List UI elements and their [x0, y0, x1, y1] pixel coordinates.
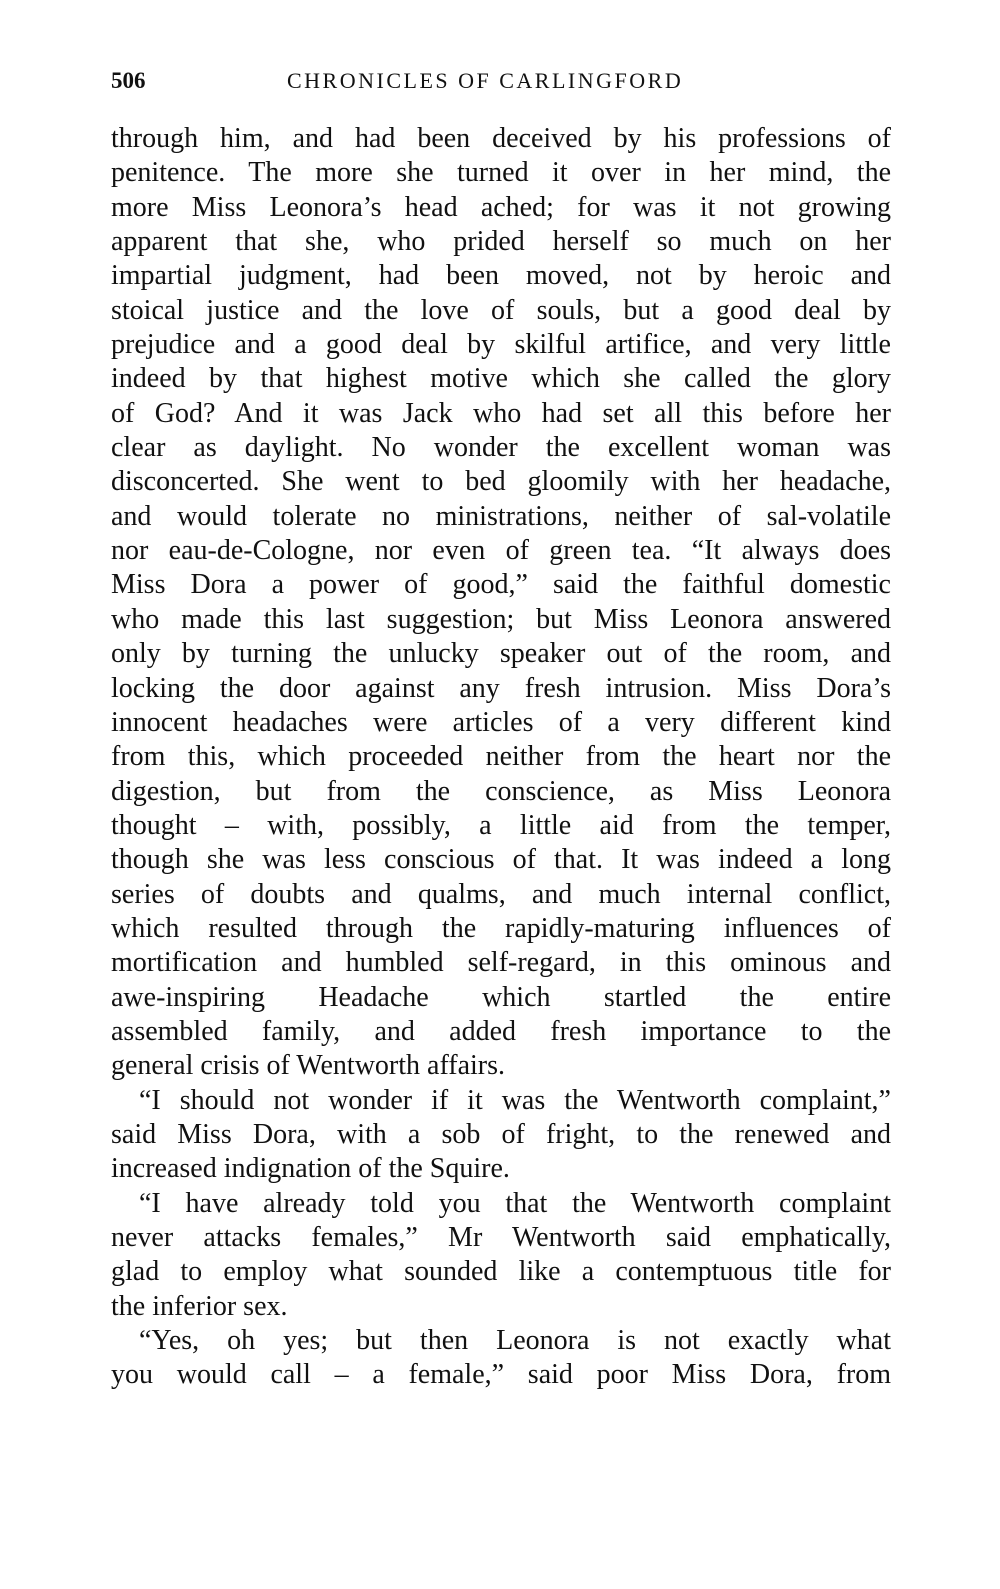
text-line: which resulted through the rapidly-maturing influences of [111, 912, 891, 944]
running-title: CHRONICLES OF CARLINGFORD [287, 68, 684, 93]
text-line: only by turning the unlucky speaker out of the room, and [111, 638, 891, 670]
text-line: said Miss Dora, with a sob of fright, to the renewed and [111, 1118, 891, 1150]
text-line: digestion, but from the conscience, as Miss Leonora [111, 775, 891, 807]
text-line: assembled family, and added fresh importance to the [111, 1015, 891, 1047]
text-line: and would tolerate no ministrations, neither of sal-volatile [111, 500, 891, 532]
text-line: never attacks females,” Mr Wentworth said emphatically, [111, 1222, 891, 1253]
text-line: awe-inspiring Headache which startled the entire [111, 981, 891, 1013]
text-line: increased indignation of the Squire. [111, 1153, 510, 1185]
text-line: of God? And it was Jack who had set all this before her [111, 397, 891, 429]
text-line: penitence. The more she turned it over in her mind, the [111, 157, 891, 189]
text-line: disconcerted. She went to bed gloomily with her headache, [111, 466, 891, 498]
text-line: apparent that she, who prided herself so much on her [111, 226, 891, 258]
text-line: you would call – a female,” said poor Miss Dora, from [111, 1359, 891, 1391]
page-number: 506 [111, 68, 146, 93]
text-line: series of doubts and qualms, and much internal conflict, [111, 878, 891, 910]
text-line: the inferior sex. [111, 1290, 288, 1322]
text-line: nor eau-de-Cologne, nor even of green tea. “It always does [111, 535, 891, 567]
text-line: from this, which proceeded neither from the heart nor the [111, 741, 891, 773]
text-line: locking the door against any fresh intrusion. Miss Dora’s [111, 672, 891, 704]
text-line: thought – with, possibly, a little aid from the temper, [111, 809, 891, 841]
text-line: more Miss Leonora’s head ached; for was it not growing [111, 191, 891, 223]
text-line: prejudice and a good deal by skilful artifice, and very little [111, 329, 891, 361]
text-line: “I should not wonder if it was the Wentworth complaint,” [139, 1084, 891, 1116]
text-line: impartial judgment, had been moved, not by heroic and [111, 260, 891, 292]
text-line: clear as daylight. No wonder the excellent woman was [111, 432, 891, 464]
text-line: indeed by that highest motive which she called the glory [111, 363, 891, 395]
body-text [111, 122, 891, 1393]
text-line: general crisis of Wentworth affairs. [111, 1050, 506, 1082]
text-line: through him, and had been deceived by his professions of [111, 123, 891, 154]
text-line: glad to employ what sounded like a contemptuous title for [111, 1256, 891, 1288]
text-line: “Yes, oh yes; but then Leonora is not exactly what [139, 1325, 891, 1357]
text-line: “I have already told you that the Wentworth complaint [139, 1187, 891, 1219]
page-header [111, 64, 891, 104]
text-line: stoical justice and the love of souls, but a good deal by [111, 294, 891, 326]
text-line: mortification and humbled self-regard, in this ominous and [111, 947, 891, 979]
text-line: who made this last suggestion; but Miss Leonora answered [111, 603, 891, 635]
text-line: though she was less conscious of that. It was indeed a long [111, 844, 891, 876]
text-line: innocent headaches were articles of a very different kind [111, 706, 891, 738]
text-line: Miss Dora a power of good,” said the faithful domestic [111, 569, 891, 601]
